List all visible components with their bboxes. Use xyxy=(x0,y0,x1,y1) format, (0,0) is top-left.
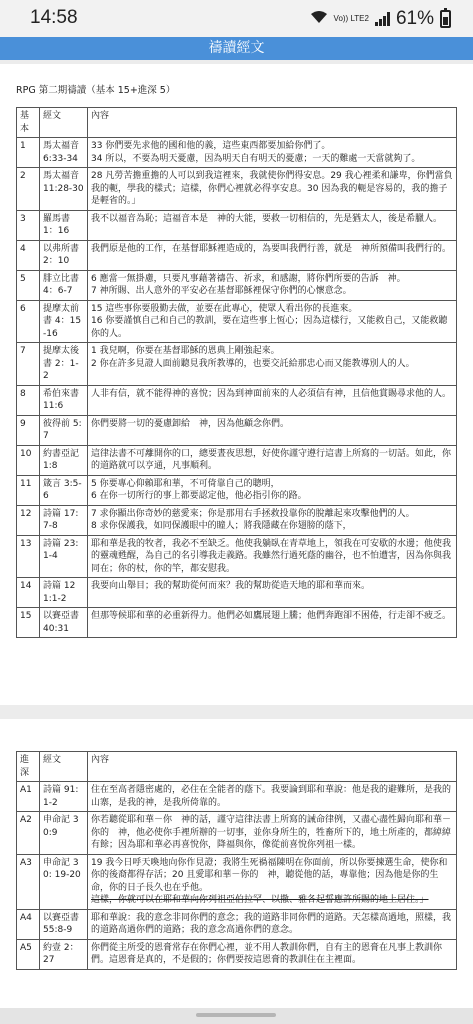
scripture-content xyxy=(88,415,457,445)
scripture-content xyxy=(88,854,457,909)
scripture-reference: 詩篇 17:7-8 xyxy=(40,505,88,535)
verse-line: 人非有信，就不能得神的喜悅；因為到神面前來的人必須信有神，且信他賞賜尋求他的人。 xyxy=(91,388,452,399)
scripture-reference: 提摩太前書 4：15-16 xyxy=(40,300,88,343)
column-header: 基本 xyxy=(17,108,40,138)
scripture-reference: 羅馬書 1：16 xyxy=(40,210,88,240)
basic-verses-table xyxy=(16,107,457,638)
table-row xyxy=(17,939,457,969)
document-page-2[interactable] xyxy=(0,719,473,1010)
table-row xyxy=(17,505,457,535)
table-row xyxy=(17,475,457,505)
verse-line: 耶和華說：我的意念非同你們的意念；我的道路非同你們的道路。天怎樣高過地，照樣，我的道路高過你們的道路；我的意念高過你們的意念。 xyxy=(91,912,452,935)
row-number: 8 xyxy=(17,385,40,415)
verse-line: 你們從主所受的恩膏常存在你們心裡，並不用人教訓你們，自有主的恩膏在凡事上教訓你們。這恩膏是真的，不是假的；你們要按這恩膏的教訓住在主裡面。 xyxy=(91,942,443,965)
scripture-reference: 申命記 30:9 xyxy=(40,812,88,855)
scripture-content xyxy=(88,270,457,300)
scripture-content xyxy=(88,210,457,240)
scripture-reference: 以弗所書 2：10 xyxy=(40,240,88,270)
verse-line: 16 你要謹慎自己和自己的教訓，要在這些事上恆心；因為這樣行，又能救自己，又能救聽你的人。 xyxy=(91,316,448,339)
scripture-reference: 詩篇 91:1-2 xyxy=(40,782,88,812)
table-row xyxy=(17,343,457,386)
scripture-content xyxy=(88,475,457,505)
row-number: 11 xyxy=(17,475,40,505)
scripture-content xyxy=(88,608,457,638)
scripture-reference: 申命記 30: 19-20 xyxy=(40,854,88,909)
verse-line: 你們要將一切的憂慮卸給 神，因為他顧念你們。 xyxy=(91,418,290,429)
verse-line: 8 求你保護我，如同保護眼中的瞳人；將我隱藏在你翅膀的蔭下， xyxy=(91,521,352,531)
status-time: 14:58 xyxy=(30,7,78,28)
scripture-reference: 以賽亞書 55:8-9 xyxy=(40,909,88,939)
verse-line: 5 你要專心仰賴耶和華，不可倚靠自己的聰明， xyxy=(91,478,280,489)
scripture-reference: 詩篇 121:1-2 xyxy=(40,578,88,608)
row-number: 12 xyxy=(17,505,40,535)
row-number: A2 xyxy=(17,812,40,855)
verse-line: 28 凡勞苦擔重擔的人可以到我這裡來，我就使你們得安息。29 我心裡柔和謙卑，你們當負我的軛，學我的樣式；這樣，你們心裡就必得享安息。30 因為我的軛是容易的，我的擔子是輕省的。」 xyxy=(91,171,453,206)
status-bar xyxy=(0,0,473,37)
row-number: 5 xyxy=(17,270,40,300)
scripture-reference: 腓立比書 4：6-7 xyxy=(40,270,88,300)
row-number: A4 xyxy=(17,909,40,939)
scripture-content xyxy=(88,168,457,211)
verse-line: 1 我兒啊，你要在基督耶穌的恩典上剛強起來。 xyxy=(91,346,280,356)
scripture-reference: 約書亞記 1:8 xyxy=(40,445,88,475)
verse-line: 耶和華是我的牧者，我必不至缺乏。他使我躺臥在青草地上，領我在可安歇的水邊；他使我的靈魂甦醒，為自己的名引導我走義路。我雖然行過死蔭的幽谷，也不怕遭害，因為你與我同在；你的杖，你的竿，都安慰我。 xyxy=(91,538,452,574)
verse-line: 7 神所賜、出人意外的平安必在基督耶穌裡保守你們的心懷意念。 xyxy=(91,286,352,296)
scripture-reference: 彼得前 5:7 xyxy=(40,415,88,445)
verse-line: 我不以福音為恥；這福音本是 神的大能，要救一切相信的，先是猶太人，後是希臘人。 xyxy=(91,213,443,224)
row-number: 4 xyxy=(17,240,40,270)
row-number: 3 xyxy=(17,210,40,240)
scripture-content xyxy=(88,240,457,270)
row-number: 2 xyxy=(17,168,40,211)
row-number: 14 xyxy=(17,578,40,608)
row-number: 13 xyxy=(17,535,40,578)
scripture-content xyxy=(88,138,457,168)
scripture-content xyxy=(88,343,457,386)
document-title: RPG 第二期禱讀（基本 15+進深 5） xyxy=(16,85,176,96)
scripture-content xyxy=(88,812,457,855)
row-number: 7 xyxy=(17,343,40,386)
scripture-content xyxy=(88,782,457,812)
column-header: 進深 xyxy=(17,752,40,782)
table-row xyxy=(17,445,457,475)
struck-verse-line: 這樣，你就可以在耶和華向你列祖亞伯拉罕、以撒、雅各起誓應許所賜的地上居住。」 xyxy=(91,895,429,905)
battery-icon xyxy=(440,10,451,28)
table-row xyxy=(17,270,457,300)
table-row xyxy=(17,385,457,415)
table-row xyxy=(17,854,457,909)
row-number: 15 xyxy=(17,608,40,638)
wifi-icon xyxy=(310,10,328,29)
row-number: 9 xyxy=(17,415,40,445)
scripture-content xyxy=(88,909,457,939)
scripture-reference: 希伯來書 11:6 xyxy=(40,385,88,415)
table-header-row xyxy=(17,108,457,138)
verse-line: 6 在你一切所行的事上都要認定他，他必指引你的路。 xyxy=(91,491,307,501)
column-header: 內容 xyxy=(88,108,457,138)
signal-icon xyxy=(375,12,390,26)
scripture-content xyxy=(88,939,457,969)
row-number: A5 xyxy=(17,939,40,969)
verse-line: 15 這些事你要殷勤去做，並要在此專心，使眾人看出你的長進來。 xyxy=(91,303,358,314)
table-row xyxy=(17,812,457,855)
verse-line: 7 求你顯出你奇妙的慈愛來；你是那用右手拯救投靠你的脫離起來攻擊他們的人。 xyxy=(91,508,415,519)
app-title-bar: 禱讀經文 xyxy=(0,37,473,60)
scripture-content xyxy=(88,385,457,415)
network-label: Vo)) LTE2 xyxy=(333,14,369,23)
verse-line: 6 應當一無掛慮，只要凡事藉著禱告、祈求，和感謝，將你們所要的告訴 神。 xyxy=(91,273,406,284)
verse-line: 33 你們要先求他的國和他的義，這些東西都要加給你們了。 xyxy=(91,141,331,151)
table-row xyxy=(17,168,457,211)
verse-line: 這律法書不可離開你的口，總要晝夜思想，好使你謹守遵行這書上所寫的一切話。如此，你的道路就可以亨通，凡事順利。 xyxy=(91,448,452,471)
scripture-content xyxy=(88,505,457,535)
scripture-reference: 以賽亞書 40:31 xyxy=(40,608,88,638)
table-row xyxy=(17,608,457,638)
table-header-row xyxy=(17,752,457,782)
row-number: 1 xyxy=(17,138,40,168)
column-header: 經文 xyxy=(40,108,88,138)
table-row xyxy=(17,240,457,270)
verse-line: 34 所以，不要為明天憂慮，因為明天自有明天的憂慮；一天的難處一天當就夠了。 xyxy=(91,153,421,164)
verse-line: 但那等候耶和華的必重新得力。他們必如鷹展翅上騰；他們奔跑卻不困倦，行走卻不疲乏。 xyxy=(91,611,452,621)
advanced-verses-table xyxy=(16,751,457,970)
row-number: A1 xyxy=(17,782,40,812)
scripture-content xyxy=(88,445,457,475)
row-number: A3 xyxy=(17,854,40,909)
scripture-reference: 箴言 3:5-6 xyxy=(40,475,88,505)
verse-line: 19 我今日呼天喚地向你作見證；我將生死禍福陳明在你面前，所以你要揀選生命，使你和你的後裔都得存活；20 且愛耶和華－你的 神，聽從他的話，專靠他；因為他是你的生命，你的日子長久也在乎他。 xyxy=(91,857,448,893)
verse-line: 我們原是他的工作，在基督耶穌裡造成的，為要叫我們行善，就是 神所預備叫我們行的。 xyxy=(91,243,452,254)
table-row xyxy=(17,300,457,343)
table-row xyxy=(17,909,457,939)
scripture-reference: 提摩太後書 2：1-2 xyxy=(40,343,88,386)
scripture-content xyxy=(88,300,457,343)
status-icons xyxy=(310,8,451,30)
document-page-1[interactable] xyxy=(0,64,473,705)
verse-line: 我要向山舉目；我的幫助從何而來？我的幫助從造天地的耶和華而來。 xyxy=(91,581,371,591)
row-number: 6 xyxy=(17,300,40,343)
verse-line: 你若聽從耶和華－你 神的話，謹守這律法書上所寫的誡命律例，又盡心盡性歸向耶和華－你的 神，他必使你手裡所辦的一切事，並你身所生的，牲畜所下的，地土所產的，都綽綽有餘；因為耶和華必再喜悅你，降福與你，像從前喜悅你列祖一樣。 xyxy=(91,815,452,850)
verse-line: 住在至高者隱密處的，必住在全能者的蔭下。我要論到耶和華說：他是我的避難所，是我的山寨，是我的神，是我所倚靠的。 xyxy=(91,785,452,808)
scripture-reference: 約壹 2：27 xyxy=(40,939,88,969)
scripture-reference: 馬太福音 6:33-34 xyxy=(40,138,88,168)
table-row xyxy=(17,138,457,168)
scripture-reference: 詩篇 23:1-4 xyxy=(40,535,88,578)
table-row xyxy=(17,782,457,812)
scripture-content xyxy=(88,578,457,608)
table-row xyxy=(17,210,457,240)
column-header: 內容 xyxy=(88,752,457,782)
table-row xyxy=(17,535,457,578)
scripture-reference: 馬太福音 11:28-30 xyxy=(40,168,88,211)
home-indicator[interactable] xyxy=(196,1013,276,1017)
table-row xyxy=(17,578,457,608)
verse-line: 2 你在許多見證人面前聽見我所教導的，也要交託給那忠心而又能教導別人的人。 xyxy=(91,358,415,369)
table-row xyxy=(17,415,457,445)
row-number: 10 xyxy=(17,445,40,475)
column-header: 經文 xyxy=(40,752,88,782)
scripture-content xyxy=(88,535,457,578)
battery-percent: 61% xyxy=(395,8,434,29)
